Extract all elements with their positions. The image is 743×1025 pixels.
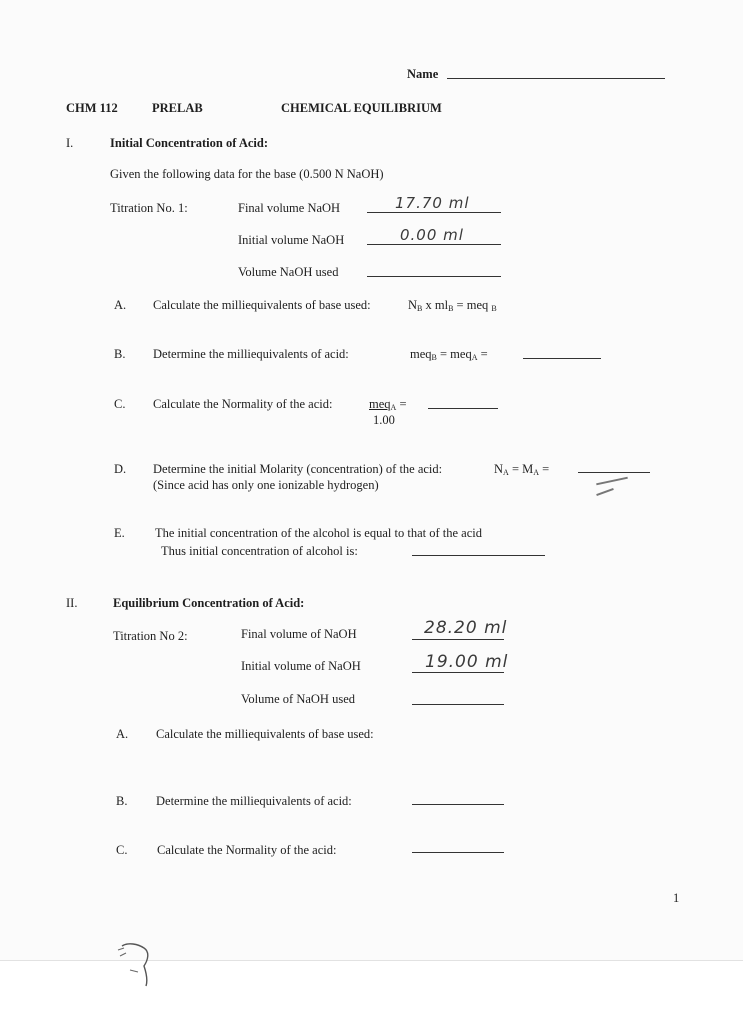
initial-volume2-line[interactable] bbox=[412, 672, 504, 673]
name-label: Name bbox=[407, 67, 439, 81]
item2-b-letter: B. bbox=[116, 794, 128, 808]
initial-volume-value: 0.00 ml bbox=[400, 226, 464, 244]
volume-used2-label: Volume of NaOH used bbox=[241, 692, 355, 706]
initial-volume-line[interactable] bbox=[367, 244, 501, 245]
item-c-denominator: 1.00 bbox=[373, 413, 395, 427]
titration2-label: Titration No 2: bbox=[113, 629, 188, 643]
initial-volume2-label: Initial volume of NaOH bbox=[241, 659, 361, 673]
course-code: CHM 112 bbox=[66, 101, 118, 115]
section1-numeral: I. bbox=[66, 136, 74, 150]
volume-used2-line[interactable] bbox=[412, 704, 504, 705]
item-b-text: Determine the milliequivalents of acid: bbox=[153, 347, 349, 361]
section2-heading: Equilibrium Concentration of Acid: bbox=[113, 596, 305, 610]
item-a-text: Calculate the milliequivalents of base used: bbox=[153, 298, 371, 312]
initial-volume-label: Initial volume NaOH bbox=[238, 233, 345, 247]
item2-c-letter: C. bbox=[116, 843, 128, 857]
page-title: CHEMICAL EQUILIBRIUM bbox=[281, 101, 442, 115]
item-d-note: (Since acid has only one ionizable hydrogen) bbox=[153, 478, 379, 492]
stray-pencil-mark-2 bbox=[596, 488, 614, 496]
item-b-formula: meq$_B$ = meq$_A$ = bbox=[410, 347, 488, 362]
item-e-answer-line[interactable] bbox=[412, 555, 545, 556]
item2-b-answer-line[interactable] bbox=[412, 804, 504, 805]
final-volume2-line[interactable] bbox=[412, 639, 504, 640]
item2-a-text: Calculate the milliequivalents of base used: bbox=[156, 727, 374, 741]
item-a-letter: A. bbox=[114, 298, 127, 312]
item-c-answer-line[interactable] bbox=[428, 408, 498, 409]
item-d-formula: $N_A = M_A$ = bbox=[494, 462, 550, 477]
section2-numeral: II. bbox=[66, 596, 78, 610]
stray-pencil-mark bbox=[596, 477, 628, 486]
item-e-letter: E. bbox=[114, 526, 125, 540]
item2-a-letter: A. bbox=[116, 727, 129, 741]
item2-b-text: Determine the milliequivalents of acid: bbox=[156, 794, 352, 808]
item2-c-text: Calculate the Normality of the acid: bbox=[157, 843, 337, 857]
final-volume2-label: Final volume of NaOH bbox=[241, 627, 357, 641]
section1-heading: Initial Concentration of Acid: bbox=[110, 136, 268, 150]
pencil-scribble bbox=[110, 936, 170, 996]
item-c-text: Calculate the Normality of the acid: bbox=[153, 397, 333, 411]
final-volume-line[interactable] bbox=[367, 212, 501, 213]
item-d-answer-line[interactable] bbox=[578, 472, 650, 473]
titration1-label: Titration No. 1: bbox=[110, 201, 188, 215]
item-b-answer-line[interactable] bbox=[523, 358, 601, 359]
final-volume-label: Final volume NaOH bbox=[238, 201, 341, 215]
prelab-label: PRELAB bbox=[152, 101, 203, 115]
page-number: 1 bbox=[673, 891, 680, 905]
initial-volume2-value: 19.00 ml bbox=[425, 652, 509, 672]
item-b-letter: B. bbox=[114, 347, 126, 361]
item-d-text: Determine the initial Molarity (concentration) of the acid: bbox=[153, 462, 443, 476]
item-d-letter: D. bbox=[114, 462, 127, 476]
item-c-numerator: meq$_A$ = bbox=[369, 397, 407, 412]
item-e-text: The initial concentration of the alcohol is equal to that of the acid bbox=[155, 526, 482, 540]
item-e-text-2: Thus initial concentration of alcohol is: bbox=[161, 544, 358, 558]
item-a-formula: $N_B$ x $ml_B$ = meq $_B$ bbox=[408, 298, 497, 313]
volume-used-label: Volume NaOH used bbox=[238, 265, 339, 279]
volume-used-line[interactable] bbox=[367, 276, 501, 277]
final-volume-value: 17.70 ml bbox=[395, 194, 470, 212]
item2-c-answer-line[interactable] bbox=[412, 852, 504, 853]
final-volume2-value: 28.20 ml bbox=[424, 618, 508, 638]
item-c-letter: C. bbox=[114, 397, 126, 411]
given-data-text: Given the following data for the base (0.500 N NaOH) bbox=[110, 167, 384, 181]
name-line[interactable] bbox=[447, 78, 665, 79]
